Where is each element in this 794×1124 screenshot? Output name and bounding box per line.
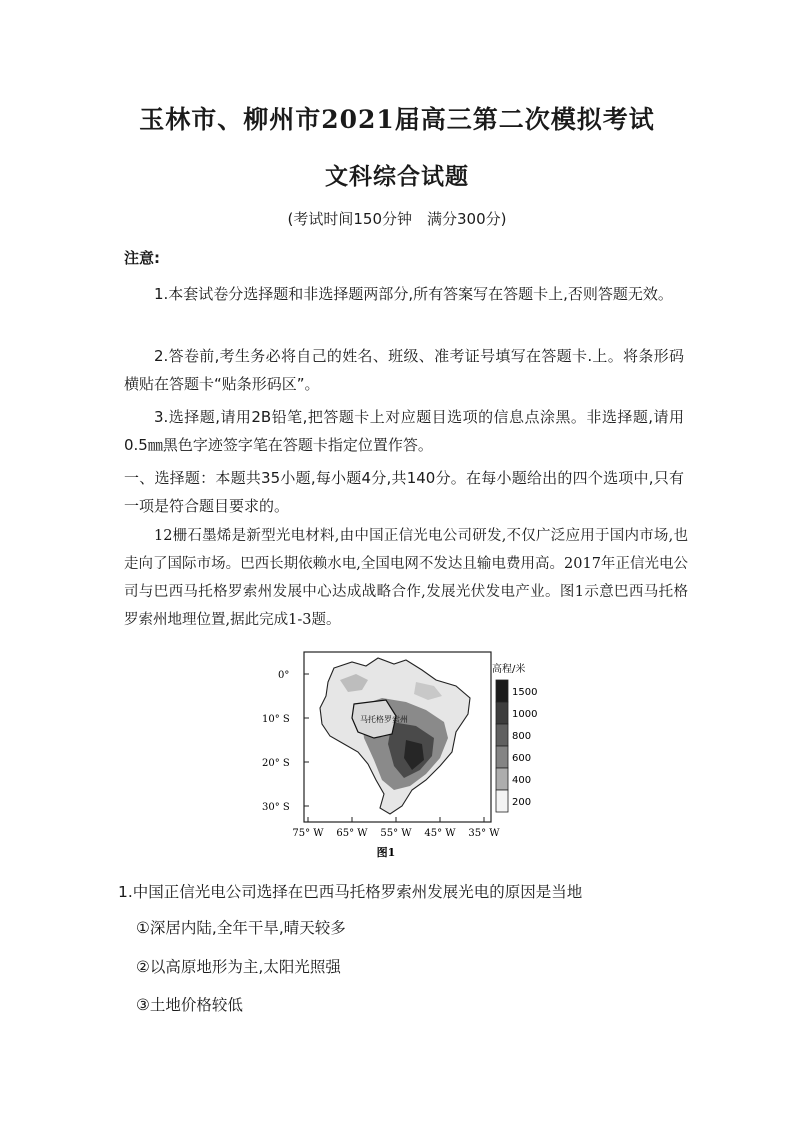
lon-label-65w: 65° W	[336, 828, 368, 839]
exam-subtitle: 文科综合试题	[325, 163, 469, 190]
section-heading: 一、选择题：本题共35小题,每小题4分,共140分。在每小题给出的四个选项中,只有一项是符合题目要求的。	[124, 469, 684, 515]
question-1-option-1: ①深居内陆,全年干旱,晴天较多	[136, 919, 346, 937]
lon-label-75w: 75° W	[292, 828, 324, 839]
lon-label-45w: 45° W	[424, 828, 456, 839]
legend-swatch-400	[496, 768, 508, 790]
lat-label-20s: 20° S	[262, 758, 290, 769]
legend-swatch-200	[496, 790, 508, 812]
legend-swatch-1000	[496, 702, 508, 724]
figure-caption: 图1	[376, 846, 396, 859]
legend-title: 高程/米	[492, 664, 526, 675]
legend-label-800: 800	[512, 731, 532, 742]
legend-label-600: 600	[512, 753, 532, 764]
legend-label-1000: 1000	[512, 709, 538, 720]
lon-label-35w: 35° W	[468, 828, 500, 839]
notice-item-1: 1.本套试卷分选择题和非选择题两部分,所有答案写在答题卡上,否则答题无效。	[154, 285, 673, 303]
notice-item-3: 3.选择题,请用2B铅笔,把答题卡上对应题目选项的信息点涂黑。非选择题,请用0.5㎜黑色字迹签字笔在答题卡指定位置作答。	[124, 408, 684, 454]
question-1-stem: 1.中国正信光电公司选择在巴西马托格罗索州发展光电的原因是当地	[118, 883, 583, 901]
notice-label: 注意:	[124, 249, 160, 267]
lat-label-30s: 30° S	[262, 802, 290, 813]
elevation-legend	[496, 680, 537, 812]
legend-label-200: 200	[512, 797, 532, 808]
legend-label-400: 400	[512, 775, 532, 786]
legend-swatch-800	[496, 724, 508, 746]
reading-passage: 12栅石墨烯是新型光电材料,由中国正信光电公司研发,不仅广泛应用于国内市场,也走向了国际市场。巴西长期依赖水电,全国电网不发达且输电费用高。2017年正信光电公司与巴西马托格罗索州发展中心达成战略合作,发展光伏发电产业。图1示意巴西马托格罗索州地理位置,据此完成1-3题。	[124, 528, 688, 628]
lon-label-55w: 55° W	[380, 828, 412, 839]
legend-label-1500: 1500	[512, 687, 538, 698]
question-1-option-2: ②以高原地形为主,太阳光照强	[136, 958, 341, 976]
legend-swatch-600	[496, 746, 508, 768]
lat-label-0: 0°	[278, 670, 290, 681]
notice-item-2: 2.答卷前,考生务必将自己的姓名、班级、准考证号填写在答题卡.上。将条形码横贴在答题卡“贴条形码区”。	[124, 347, 684, 393]
figure-1	[256, 640, 546, 866]
lat-label-10s: 10° S	[262, 714, 290, 725]
map-label-mato-grosso: 马托格罗索州	[360, 715, 408, 724]
question-1-option-3: ③土地价格较低	[136, 996, 243, 1014]
exam-info: (考试时间150分钟 满分300分)	[287, 210, 507, 228]
exam-title: 玉林市、柳州市2021届高三第二次模拟考试	[139, 105, 655, 134]
brazil-elevation-map	[256, 640, 546, 866]
legend-swatch-1500	[496, 680, 508, 702]
